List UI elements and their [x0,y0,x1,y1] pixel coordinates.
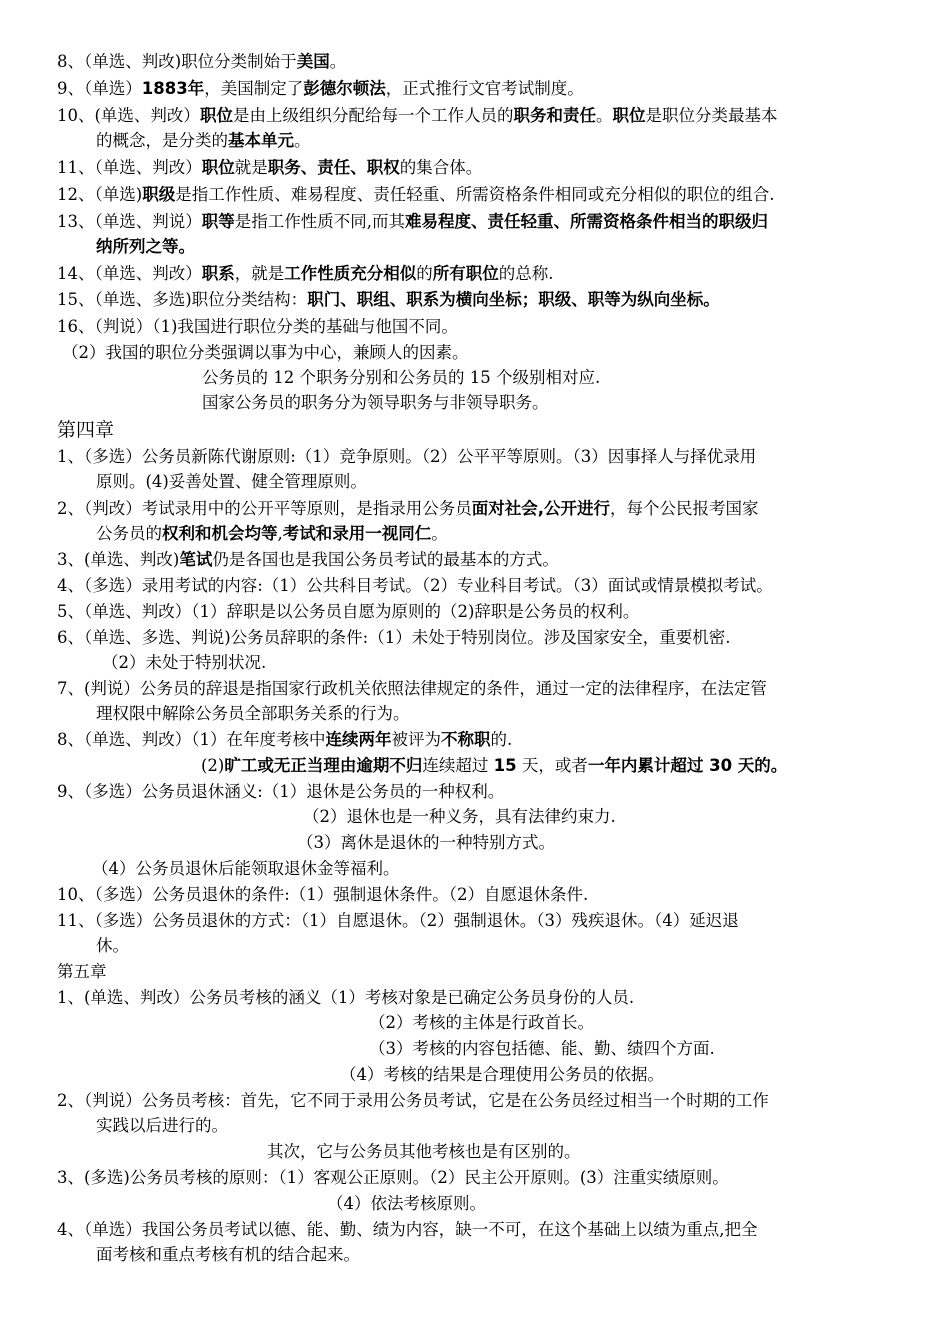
text-span: 休。 [96,936,129,955]
bold-text: 职务和责任 [513,106,596,125]
bold-text: 职级 [142,185,176,204]
text-span: 就是 [234,158,268,177]
text-span: 10、(单选、判改） [57,106,200,125]
text-span: （4）考核的结果是合理使用公务员的依据。 [340,1065,664,1084]
text-line [96,522,448,546]
bold-text: 面对社会,公开进行 [471,499,611,518]
text-span: （3）考核的内容包括德、能、勤、绩四个方面. [369,1039,715,1058]
text-span: 1、(单选、判改）公务员考核的涵义（1）考核对象是已确定公务员身份的人员. [57,988,635,1007]
text-span: 被评为 [391,730,441,749]
bold-text: 职位 [201,158,235,177]
text-span: 6、（单选、多选、判说)公务员辞职的条件:（1）未处于特别岗位。涉及国家安全，重要机密. [57,628,731,647]
chapter-heading [57,418,114,442]
text-span: 。 [329,52,347,71]
text-span: 的集合体。 [399,158,483,177]
text-line [340,1063,664,1087]
text-line [267,1140,581,1164]
text-span: 是由上级组织分配给每一个工作人员的 [232,106,514,125]
text-line [57,574,773,598]
text-line [57,156,482,180]
text-span: 理权限中解除公务员全部职务关系的行为。 [96,704,410,723]
bold-text: 考试和录用一视同仁 [282,524,432,543]
text-span: 4、（单选）我国公务员考试以德、能、勤、绩为内容，缺一不可，在这个基础上以绩为重点,把全 [57,1220,758,1239]
text-span: 是指工作性质不同,而其 [234,212,405,231]
text-line [57,183,774,207]
text-line [57,288,720,312]
text-span: , [277,524,283,543]
text-line [96,702,410,726]
text-span: (2) [201,756,225,775]
bold-text: 旷工或无正当理由逾期不归 [224,756,423,775]
bold-text: 一年内累计超过 30 天的。 [587,756,788,775]
text-span: （2）退休也是一种义务，具有法律约束力. [303,807,616,826]
text-span: 连续超过 [422,756,494,775]
text-span: （2）未处于特别状况. [102,653,267,672]
text-span: 9、（单选） [57,79,142,98]
text-span: ，美国制定了 [204,79,304,98]
text-span: 8、（单选、判改)职位分类制始于 [57,52,297,71]
text-line [57,986,634,1010]
text-span: 仍是各国也是我国公务员考试的最基本的方式。 [212,550,559,569]
text-span: 天，或者 [516,756,588,775]
text-span: 实践以后进行的。 [96,1116,228,1135]
text-span: 2、（判说）公务员考核：首先，它不同于录用公务员考试，它是在公务员经过相当一个时期的工作 [57,1091,769,1110]
text-line [96,1114,228,1138]
text-span: 国家公务员的职务分为领导职务与非领导职务。 [202,393,549,412]
text-line [96,934,129,958]
text-span: 3、(单选、判改) [57,550,180,569]
text-line [202,391,549,415]
text-line [57,1218,758,1242]
text-span: 是指工作性质、难易程度、责任轻重、所需资格条件相同或充分相似的职位的组合. [175,185,775,204]
text-line [57,50,346,74]
bold-text: 权利和机会均等 [162,524,278,543]
bold-text: 彭德尔顿法 [303,79,386,98]
text-span: 。 [294,131,311,150]
text-span: 9、（多选）公务员退休涵义:（1）退休是公务员的一种权利。 [57,782,505,801]
bold-text: 15 [493,756,517,775]
text-line [57,1166,729,1190]
bold-text: 职位 [199,106,233,125]
text-span: 8、（单选、判改）（1）在年度考核中 [57,730,326,749]
text-span: 的. [490,730,513,749]
text-span: 公务员的 [96,524,162,543]
text-line [369,1037,715,1061]
bold-text: 工作性质充分相似 [284,264,417,283]
text-span: 是职位分类最基本 [645,106,778,125]
text-line [57,104,777,128]
text-line [57,77,584,101]
text-span: （4）公务员退休后能领取退休金等福利。 [92,859,400,878]
text-span: 。 [595,106,613,125]
text-span: 13、（单选、判说） [57,212,202,231]
text-span: 11、（多选）公务员退休的方式：（1）自愿退休。（2）强制退休。（3）残疾退休。（4）延迟退 [57,911,739,930]
text-line [57,780,504,804]
text-span: 公务员的 12 个职务分别和公务员的 15 个级别相对应. [202,368,601,387]
bold-text: 不称职 [441,730,491,749]
text-line [297,831,555,855]
text-span: 1、（多选）公务员新陈代谢原则:（1）竞争原则。（2）公平平等原则。（3）因事择人与择优录用 [57,447,757,466]
text-line [369,1011,594,1035]
text-line [57,210,768,234]
bold-text: 基本单元 [228,131,294,150]
text-span: 12、（单选) [57,185,143,204]
bold-text: 纳所列之等。 [96,237,195,256]
text-span: ，每个公民报考国家 [610,499,759,518]
bold-text: 1883年 [141,79,205,98]
text-span: 3、(多选)公务员考核的原则：（1）客观公正原则。（2）民主公开原则。(3）注重实绩原则。 [57,1168,729,1187]
text-span: 7、(判说）公务员的辞退是指国家行政机关依照法律规定的条件，通过一定的法律程序，在法定管 [57,679,767,698]
text-line [57,883,588,907]
bold-text: 职务、责任、职权 [267,158,400,177]
text-line [57,728,512,752]
text-span: 的概念，是分类的 [96,131,228,150]
text-line [201,754,787,778]
text-line [62,341,469,365]
text-line [96,129,311,153]
text-line [57,497,759,521]
text-span: 2、（判改）考试录用中的公开平等原则，是指录用公务员 [57,499,472,518]
text-line [202,366,600,390]
text-line [57,677,767,701]
text-span: 11、（单选、判改） [57,158,202,177]
text-span: 10、（多选）公务员退休的条件:（1）强制退休条件。（2）自愿退休条件. [57,885,589,904]
text-span: （2）我国的职位分类强调以事为中心，兼顾人的因素。 [62,343,469,362]
bold-text: 职系 [201,264,235,283]
text-span: 4、（多选）录用考试的内容:（1）公共科目考试。（2）专业科目考试。（3）面试或情景模拟考试。 [57,576,773,595]
text-line [96,235,195,259]
text-span: ，正式推行文官考试制度。 [385,79,584,98]
text-span: 原则。(4)妥善处置、健全管理原则。 [96,472,367,491]
text-span: （3）离休是退休的一种特别方式。 [297,833,555,852]
text-line [57,445,756,469]
text-span: 16、（判说）（1)我国进行职位分类的基础与他国不同。 [57,317,458,336]
text-span: ，就是 [234,264,285,283]
bold-text: 难易程度、责任轻重、所需资格条件相当的职级归 [405,212,768,231]
text-span: 第五章 [57,962,107,981]
text-line [57,909,739,933]
text-span: 其次，它与公务员其他考核也是有区别的。 [267,1142,581,1161]
text-span: 面考核和重点考核有机的结合起来。 [96,1245,360,1264]
text-span: 5、（单选、判改）（1）辞职是以公务员自愿为原则的（2)辞职是公务员的权利。 [57,602,640,621]
text-line [57,315,458,339]
text-span: 的 [416,264,433,283]
bold-text: 笔试 [179,550,213,569]
text-line [102,651,266,675]
text-line [57,626,731,650]
text-span: 的总称. [498,264,554,283]
bold-text: 职门、职组、职系为横向坐标；职级、职等为纵向坐标。 [307,290,720,309]
text-span: （2）考核的主体是行政首长。 [369,1013,594,1032]
text-span: （4）依法考核原则。 [327,1194,486,1213]
text-span: 15、（单选、多选)职位分类结构： [57,290,308,309]
text-line [57,548,559,572]
text-span: 第四章 [57,419,115,441]
text-line [303,805,616,829]
text-line [96,470,367,494]
bold-text: 连续两年 [325,730,392,749]
bold-text: 职位 [612,106,646,125]
text-line [57,600,639,624]
text-line [57,1089,769,1113]
text-line [57,960,107,984]
text-line [96,1243,360,1267]
text-line [57,262,554,286]
bold-text: 职等 [201,212,235,231]
text-line [92,857,400,881]
bold-text: 美国 [296,52,330,71]
text-line [327,1192,486,1216]
text-span: 14、（单选、判改） [57,264,202,283]
bold-text: 所有职位 [432,264,499,283]
text-span: 。 [431,524,448,543]
